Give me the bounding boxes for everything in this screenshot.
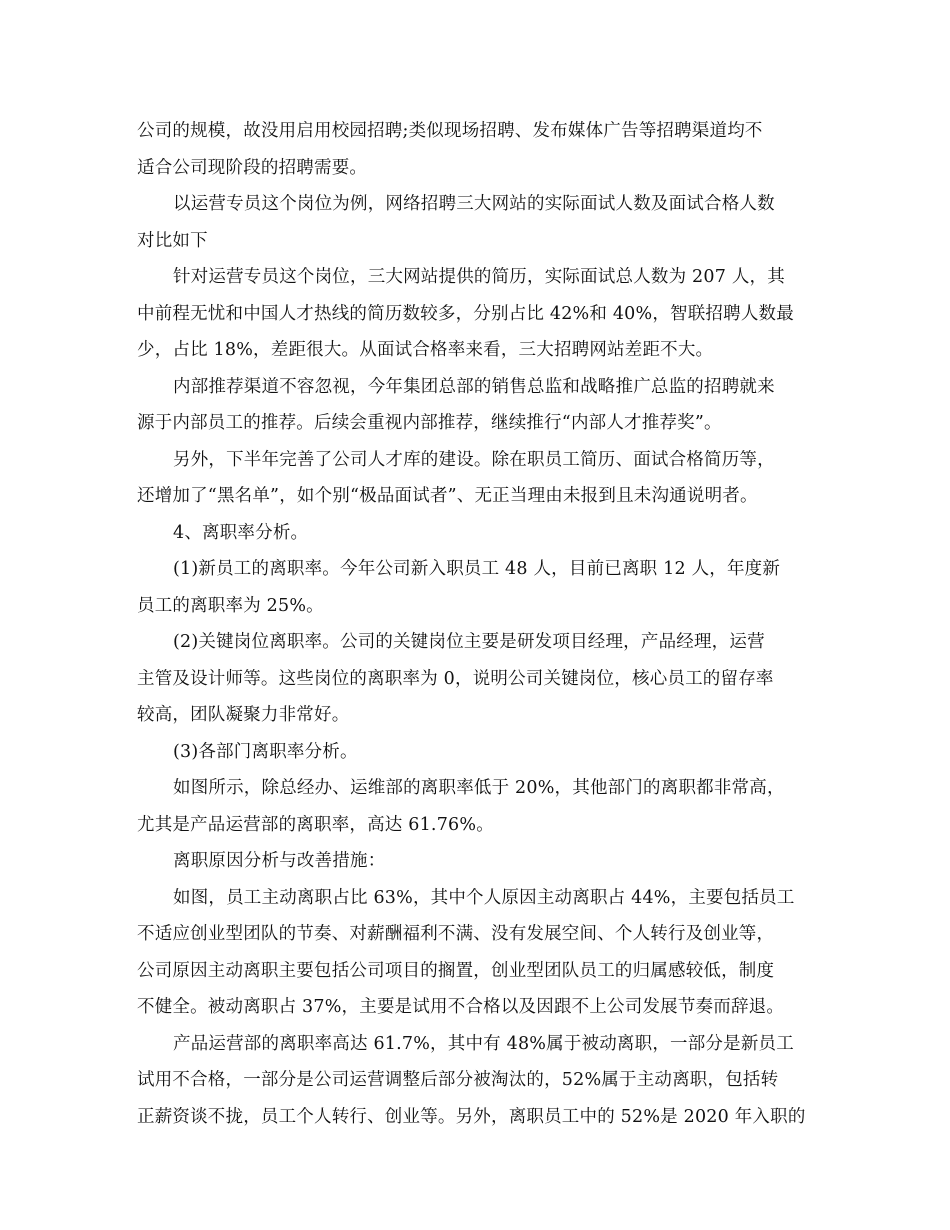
text-line: 试用不合格，一部分是公司运营调整后部分被淘汰的，52%属于主动离职，包括转 [137, 1070, 779, 1090]
text-line: 较高，团队凝聚力非常好。 [137, 705, 350, 725]
paragraph [137, 843, 817, 880]
paragraph [137, 369, 817, 442]
paragraph [137, 442, 817, 515]
text-line: 4、离职率分析。 [173, 522, 309, 543]
paragraph [137, 624, 817, 734]
text-line: 公司的规模，故没用启用校园招聘;类似现场招聘、发布媒体广告等招聘渠道均不 [137, 121, 763, 141]
text-line: 内部推荐渠道不容忽视，今年集团总部的销售总监和战略推广总监的招聘就来 [173, 376, 775, 397]
text-line: 还增加了“黑名单”，如个别“极品面试者”、无正当理由未报到且未沟通说明者。 [137, 486, 758, 506]
text-line: 中前程无忧和中国人才热线的简历数较多，分别占比 42%和 40%，智联招聘人数最 [137, 303, 794, 324]
text-line: (2)关键岗位离职率。公司的关键岗位主要是研发项目经理，产品经理，运营 [173, 632, 765, 652]
text-line: 适合公司现阶段的招聘需要。 [137, 157, 368, 178]
text-line: 主管及设计师等。这些岗位的离职率为 0，说明公司关键岗位，核心员工的留存率 [137, 668, 774, 689]
paragraph [137, 551, 817, 624]
text-line: 针对运营专员这个岗位，三大网站提供的简历，实际面试总人数为 207 人，其 [173, 267, 785, 287]
paragraph [137, 1026, 817, 1136]
text-line: 少，占比 18%，差距很大。从面试合格率来看，三大招聘网站差距不大。 [137, 340, 714, 360]
text-line: 如图，员工主动离职占比 63%，其中个人原因主动离职占 44%，主要包括员工 [173, 887, 795, 908]
text-line: 源于内部员工的推荐。后续会重视内部推荐，继续推行“内部人才推荐奖”。 [137, 413, 722, 433]
text-line: 如图所示，除总经办、运维部的离职率低于 20%，其他部门的离职都非常高， [173, 778, 785, 798]
text-line: 不健全。被动离职占 37%，主要是试用不合格以及因跟不上公司发展节奏而辞退。 [137, 997, 785, 1017]
text-line: 以运营专员这个岗位为例，网络招聘三大网站的实际面试人数及面试合格人数 [173, 194, 775, 214]
text-line: (1)新员工的离职率。今年公司新入职员工 48 人，目前已离职 12 人，年度新 [173, 559, 781, 579]
paragraph [137, 186, 817, 259]
text-line: 离职原因分析与改善措施： [173, 851, 386, 871]
text-line: (3)各部门离职率分析。 [173, 741, 358, 762]
text-line: 不适应创业型团队的节奏、对薪酬福利不满、没有发展空间、个人转行及创业等， [137, 924, 775, 944]
text-line: 另外，下半年完善了公司人才库的建设。除在职员工简历、面试合格简历等， [173, 449, 775, 470]
text-line: 正薪资谈不拢，员工个人转行、创业等。另外，离职员工中的 52%是 2020 年入职的 [137, 1106, 806, 1127]
paragraph [137, 770, 817, 843]
paragraph [137, 734, 817, 771]
text-line: 员工的离职率为 25%。 [137, 595, 324, 616]
paragraph [137, 113, 817, 186]
text-line: 对比如下 [137, 230, 208, 251]
paragraph [137, 880, 817, 1026]
text-line: 尤其是产品运营部的离职率，高达 61.76%。 [137, 814, 494, 835]
paragraph [137, 259, 817, 369]
document-body [137, 113, 817, 1135]
text-line: 产品运营部的离职率高达 61.7%，其中有 48%属于被动离职，一部分是新员工 [173, 1033, 794, 1054]
paragraph [137, 515, 817, 552]
text-line: 公司原因主动离职主要包括公司项目的搁置，创业型团队员工的归属感较低，制度 [137, 960, 775, 981]
